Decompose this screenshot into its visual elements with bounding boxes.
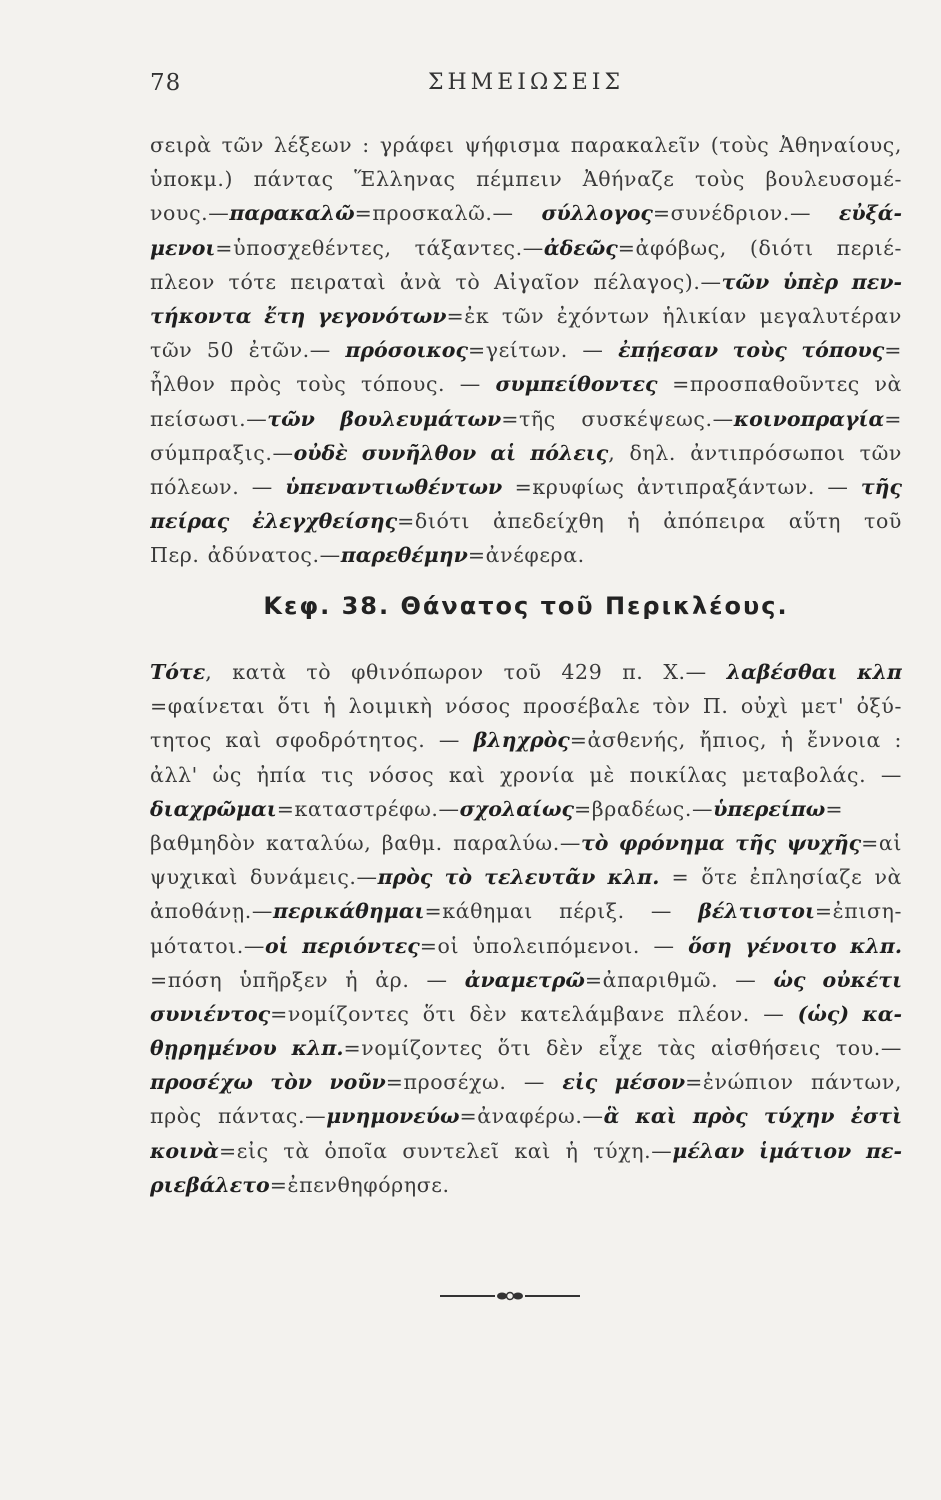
end-ornament bbox=[440, 1290, 580, 1302]
gloss-text: = bbox=[884, 338, 902, 363]
gloss-text: πείσωσι.— bbox=[150, 406, 268, 431]
text-line bbox=[150, 265, 902, 299]
gloss-text: =ἐνώπιον πάντων, bbox=[685, 1070, 902, 1095]
text-line bbox=[150, 826, 902, 860]
text-line bbox=[150, 1099, 902, 1133]
text-line bbox=[150, 196, 902, 230]
lemma-text: οὐδὲ συνῆλθον αἱ πόλεις bbox=[293, 440, 609, 465]
lemma-text: πείρας ἐλεγχθείσης bbox=[150, 509, 398, 534]
gloss-text: =ἐπενθηφόρησε. bbox=[269, 1172, 450, 1197]
lemma-text: ἐπῄεσαν τοὺς τόπους bbox=[618, 338, 885, 363]
gloss-text: τῶν 50 ἐτῶν.— bbox=[150, 338, 346, 363]
gloss-text: πλεον τότε πειραταὶ ἀνὰ τὸ Αἰγαῖον πέλαγος).— bbox=[150, 269, 722, 294]
text-line bbox=[150, 299, 902, 333]
gloss-text: =αἱ bbox=[861, 830, 902, 855]
gloss-text: =ἐπιση- bbox=[814, 899, 902, 924]
text-line bbox=[150, 929, 902, 963]
lemma-text: βληχρὸς bbox=[473, 728, 570, 753]
notes-paragraph-1 bbox=[150, 128, 902, 572]
gloss-text: = bbox=[884, 406, 902, 431]
lemma-text: εὐξά- bbox=[838, 201, 902, 226]
gloss-text: ἦλθον πρὸς τοὺς τόπους. — bbox=[150, 372, 496, 397]
lemma-text: (ὡς) κα- bbox=[797, 1001, 902, 1026]
lemma-text: συνιέντος bbox=[150, 1001, 271, 1026]
gloss-text: =οἱ ὑπολειπόμενοι. — bbox=[419, 933, 689, 958]
lemma-text: διαχρῶμαι bbox=[150, 796, 277, 821]
gloss-text: =κρυφίως ἀντιπραξάντων. — bbox=[502, 474, 861, 499]
text-line bbox=[150, 333, 902, 367]
lemma-text: οἱ περιόντες bbox=[265, 933, 420, 958]
text-line bbox=[150, 1134, 902, 1168]
lemma-text: μενοι bbox=[150, 235, 216, 260]
lemma-text: ἀναμετρῶ bbox=[464, 967, 585, 992]
text-line bbox=[150, 689, 902, 723]
gloss-text: σειρὰ τῶν λέξεων : γράφει ψήφισμα παρακαλεῖν (τοὺς Ἀθηναίους, bbox=[150, 133, 902, 157]
gloss-text: , δηλ. ἀντιπρόσωποι τῶν bbox=[608, 440, 902, 465]
lemma-text: ριεβάλετο bbox=[150, 1172, 270, 1197]
chapter-heading: Κεφ. 38. Θάνατος τοῦ Περικλέους. bbox=[263, 592, 789, 620]
lemma-text: τήκοντα ἔτη γεγονότων bbox=[150, 303, 447, 328]
lemma-text: ὅση γένοιτο κλπ. bbox=[688, 933, 902, 958]
lemma-text: πρόσοικος bbox=[345, 338, 468, 363]
text-line bbox=[150, 402, 902, 436]
text-line bbox=[150, 894, 902, 928]
text-line bbox=[150, 655, 902, 689]
gloss-text: =βραδέως.— bbox=[573, 796, 714, 821]
lemma-text: τῶν ὑπὲρ πεν- bbox=[721, 269, 902, 294]
gloss-text: =προσέχω. — bbox=[385, 1070, 563, 1095]
lemma-text: ὑπερείπω bbox=[713, 796, 826, 821]
text-line bbox=[150, 504, 902, 538]
lemma-text: ὡς οὐκέτι bbox=[773, 967, 902, 992]
gloss-text: =ἀσθενής, ἤπιος, ἡ ἔννοια : bbox=[569, 728, 902, 753]
lemma-text: βέλτιστοι bbox=[698, 899, 815, 924]
gloss-text: νους.— bbox=[150, 201, 230, 226]
text-line bbox=[150, 436, 902, 470]
lemma-text: κοινοπραγία bbox=[733, 406, 885, 431]
lemma-text: τὸ φρόνημα τῆς ψυχῆς bbox=[580, 830, 862, 855]
lemma-text: συμπείθοντες bbox=[495, 372, 658, 397]
gloss-text: μότατοι.— bbox=[150, 933, 265, 958]
text-line bbox=[150, 367, 902, 401]
gloss-text: =συνέδριον.— bbox=[652, 201, 839, 226]
text-line bbox=[150, 470, 902, 504]
running-title: ΣΗΜΕΙΩΣΕΙΣ bbox=[427, 70, 625, 95]
gloss-text: =ἀπαριθμῶ. — bbox=[584, 967, 774, 992]
lemma-text: τῶν βουλευμάτων bbox=[267, 406, 502, 431]
gloss-text: σύμπραξις.— bbox=[150, 440, 294, 465]
lemma-text: παρακαλῶ bbox=[229, 201, 355, 226]
lemma-text: περικάθημαι bbox=[273, 899, 425, 924]
lemma-text: ἀδεῶς bbox=[543, 235, 618, 260]
gloss-text: = ὅτε ἐπλησίαζε νὰ bbox=[659, 865, 902, 890]
gloss-text: =εἰς τὰ ὁποῖα συντελεῖ καὶ ἡ τύχη.— bbox=[218, 1138, 673, 1163]
lemma-text: κοινὰ bbox=[150, 1138, 219, 1163]
gloss-text: = bbox=[825, 796, 844, 821]
text-line bbox=[150, 963, 902, 997]
notes-paragraph-2 bbox=[150, 655, 902, 1202]
lemma-text: σύλλογος bbox=[541, 201, 653, 226]
gloss-text: βαθμηδὸν καταλύω, βαθμ. παραλύω.— bbox=[150, 830, 581, 855]
lemma-text: θῃρημένου κλπ. bbox=[150, 1036, 344, 1061]
gloss-text: , κατὰ τὸ φθινόπωρον τοῦ 429 π. Χ.— bbox=[205, 660, 727, 684]
text-line bbox=[150, 538, 902, 572]
text-line bbox=[150, 128, 902, 162]
gloss-text: =τῆς συσκέψεως.— bbox=[501, 406, 734, 431]
gloss-text: ψυχικαὶ δυνάμεις.— bbox=[150, 865, 378, 890]
gloss-text: =κάθημαι πέριξ. — bbox=[424, 899, 699, 924]
text-line bbox=[150, 860, 902, 894]
gloss-text: =διότι ἀπεδείχθη ἡ ἀπόπειρα αὕτη τοῦ bbox=[397, 509, 902, 534]
lemma-text: Τότε bbox=[150, 660, 206, 684]
gloss-text: =ἀφόβως, (διότι περιέ- bbox=[617, 235, 902, 260]
text-line bbox=[150, 758, 902, 792]
lemma-text: τῆς bbox=[860, 474, 902, 499]
lemma-text: ὑπεναντιωθέντων bbox=[285, 474, 503, 499]
text-line bbox=[150, 1168, 902, 1202]
page-header bbox=[150, 70, 902, 104]
gloss-text: =φαίνεται ὅτι ἡ λοιμικὴ νόσος προσέβαλε τὸν Π. οὐχὶ μετ' ὀξύ- bbox=[150, 694, 902, 719]
gloss-text: ἀλλ' ὡς ἠπία τις νόσος καὶ χρονία μὲ ποικίλας μεταβολάς. — bbox=[150, 762, 902, 787]
lemma-text: εἰς μέσον bbox=[562, 1070, 686, 1095]
gloss-text: =προσπαθοῦντες νὰ bbox=[657, 372, 902, 397]
lemma-text: προσέχω τὸν νοῦν bbox=[150, 1070, 386, 1095]
gloss-text: πρὸς πάντας.— bbox=[150, 1104, 327, 1129]
gloss-text: =προσκαλῶ.— bbox=[354, 201, 542, 226]
text-line bbox=[150, 231, 902, 265]
gloss-text: ὑποκμ.) πάντας Ἕλληνας πέμπειν Ἀθήναζε τοὺς βουλευσομέ- bbox=[150, 167, 902, 192]
text-line bbox=[150, 997, 902, 1031]
gloss-text: =πόση ὑπῆρξεν ἡ ἀρ. — bbox=[150, 967, 465, 992]
text-line bbox=[150, 1031, 902, 1065]
gloss-text: =ἀναφέρω.— bbox=[459, 1104, 604, 1129]
lemma-text: σχολαίως bbox=[459, 796, 574, 821]
lemma-text: ἃ καὶ πρὸς τύχην ἐστὶ bbox=[603, 1104, 902, 1129]
gloss-text: τητος καὶ σφοδρότητος. — bbox=[150, 728, 474, 753]
gloss-text: πόλεων. — bbox=[150, 474, 286, 499]
gloss-text: =νομίζοντες ὅτι δὲν κατελάμβανε πλέον. — bbox=[270, 1001, 798, 1026]
text-line bbox=[150, 1065, 902, 1099]
gloss-text: =καταστρέφω.— bbox=[276, 796, 460, 821]
lemma-text: μέλαν ἱμάτιον πε- bbox=[672, 1138, 902, 1163]
text-line bbox=[150, 162, 902, 196]
lemma-text: παρεθέμην bbox=[340, 543, 468, 568]
gloss-text: =νομίζοντες ὅτι δὲν εἶχε τὰς αἰσθήσεις του.— bbox=[343, 1036, 902, 1061]
lemma-text: λαβέσθαι κλπ bbox=[726, 660, 902, 684]
text-line bbox=[150, 723, 902, 757]
text-line bbox=[150, 792, 902, 826]
gloss-text: =γείτων. — bbox=[467, 338, 619, 363]
lemma-text: μνημονεύω bbox=[326, 1104, 460, 1129]
page-number: 78 bbox=[150, 70, 182, 96]
gloss-text: =ἐκ τῶν ἐχόντων ἡλικίαν μεγαλυτέραν bbox=[446, 303, 902, 328]
gloss-text: ἀποθάνῃ.— bbox=[150, 899, 274, 924]
lemma-text: πρὸς τὸ τελευτᾶν κλπ. bbox=[377, 865, 660, 890]
gloss-text: Περ. ἀδύνατος.— bbox=[150, 543, 341, 568]
gloss-text: =ὑποσχεθέντες, τάξαντες.— bbox=[215, 235, 544, 260]
gloss-text: =ἀνέφερα. bbox=[467, 543, 585, 568]
